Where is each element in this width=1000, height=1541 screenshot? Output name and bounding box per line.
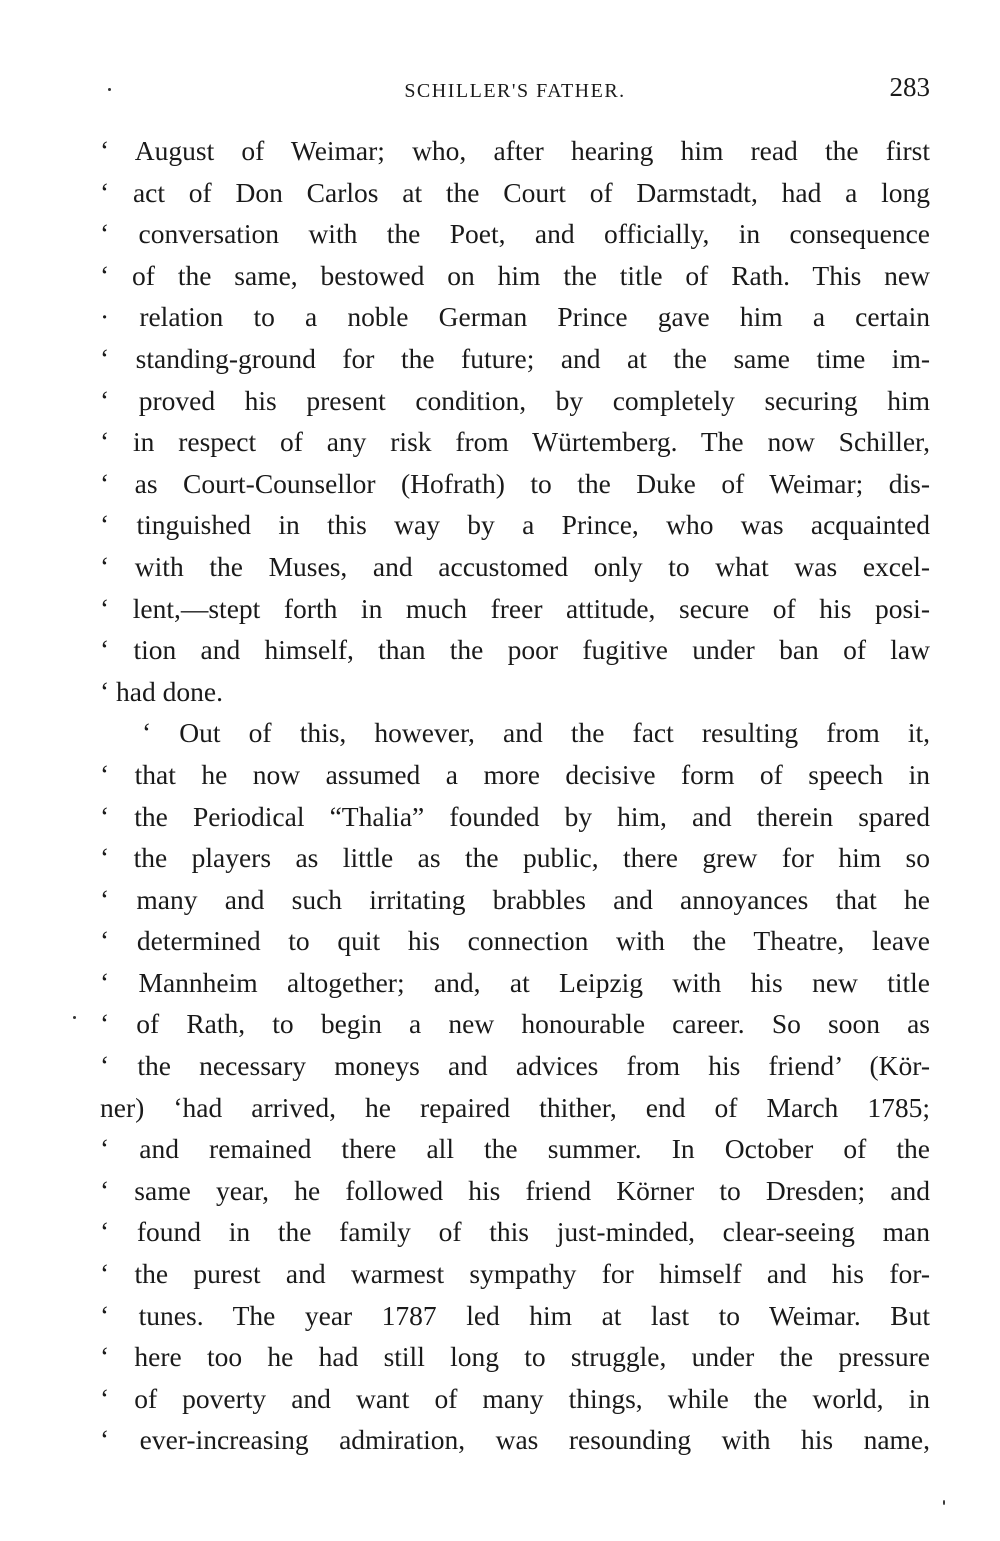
page-header [100, 72, 930, 108]
text-line: ‘ the Periodical “Thalia” founded by him, and therein spared [100, 800, 930, 832]
text-line: ‘ as Court-Counsellor (Hofrath) to the Duke of Weimar; dis- [100, 467, 930, 499]
text-line: ‘ tinguished in this way by a Prince, who was acquainted [100, 509, 930, 541]
print-speck [108, 88, 111, 91]
text-line: ‘ Mannheim altogether; and, at Leipzig with his new title [100, 966, 930, 998]
text-line: ‘ act of Don Carlos at the Court of Darmstadt, had a long [100, 176, 930, 208]
text-line: ‘ Out of this, however, and the fact resulting from it, [142, 717, 930, 749]
text-line: ner) ‘had arrived, he repaired thither, end of March 1785; [100, 1091, 930, 1123]
text-line: ‘ lent,—stept forth in much freer attitude, secure of his posi- [100, 592, 930, 624]
text-line: ‘ August of Weimar; who, after hearing him read the first [100, 135, 930, 166]
text-line: ‘ determined to quit his connection with the Theatre, leave [100, 925, 930, 957]
print-speck [943, 1500, 945, 1505]
text-line: ‘ same year, he followed his friend Körner to Dresden; and [100, 1174, 930, 1206]
text-line: ‘ and remained there all the summer. In October of the [100, 1133, 930, 1165]
text-line: ‘ the purest and warmest sympathy for himself and his for- [100, 1258, 930, 1290]
text-line: ‘ here too he had still long to struggle, under the pressure [100, 1341, 930, 1373]
text-line: ‘ ever-increasing admiration, was resounding with his name, [100, 1424, 930, 1456]
text-line: ‘ conversation with the Poet, and officially, in consequence [100, 218, 930, 250]
text-line: ‘ of the same, bestowed on him the title of Rath. This new [100, 259, 930, 291]
text-line: · relation to a noble German Prince gave him a certain [100, 301, 930, 333]
text-line: ‘ that he now assumed a more decisive form of speech in [100, 758, 930, 790]
text-line: ‘ with the Muses, and accustomed only to what was excel- [100, 550, 930, 582]
text-line: ‘ the necessary moneys and advices from his friend’ (Kör- [100, 1050, 930, 1082]
text-line: ‘ of poverty and want of many things, while the world, in [100, 1382, 930, 1414]
text-line: ‘ the players as little as the public, there grew for him so [100, 842, 930, 874]
text-line: ‘ proved his present condition, by completely securing him [100, 384, 930, 416]
text-line: ‘ many and such irritating brabbles and annoyances that he [100, 883, 930, 915]
print-speck [73, 1016, 76, 1019]
text-line: ‘ of Rath, to begin a new honourable career. So soon as [100, 1008, 930, 1040]
running-title: SCHILLER'S FATHER. [404, 80, 626, 102]
text-line: ‘ in respect of any risk from Würtemberg. The now Schiller, [100, 426, 930, 458]
text-line: ‘ tunes. The year 1787 led him at last to Weimar. But [100, 1299, 930, 1331]
text-line: ‘ tion and himself, than the poor fugitive under ban of law [100, 634, 930, 666]
page-number: 283 [889, 72, 930, 102]
body-text [100, 130, 930, 1461]
text-line: ‘ standing-ground for the future; and at the same time im- [100, 342, 930, 374]
text-line: ‘ had done. [100, 675, 223, 707]
text-line: ‘ found in the family of this just-minded, clear-seeing man [100, 1216, 930, 1248]
